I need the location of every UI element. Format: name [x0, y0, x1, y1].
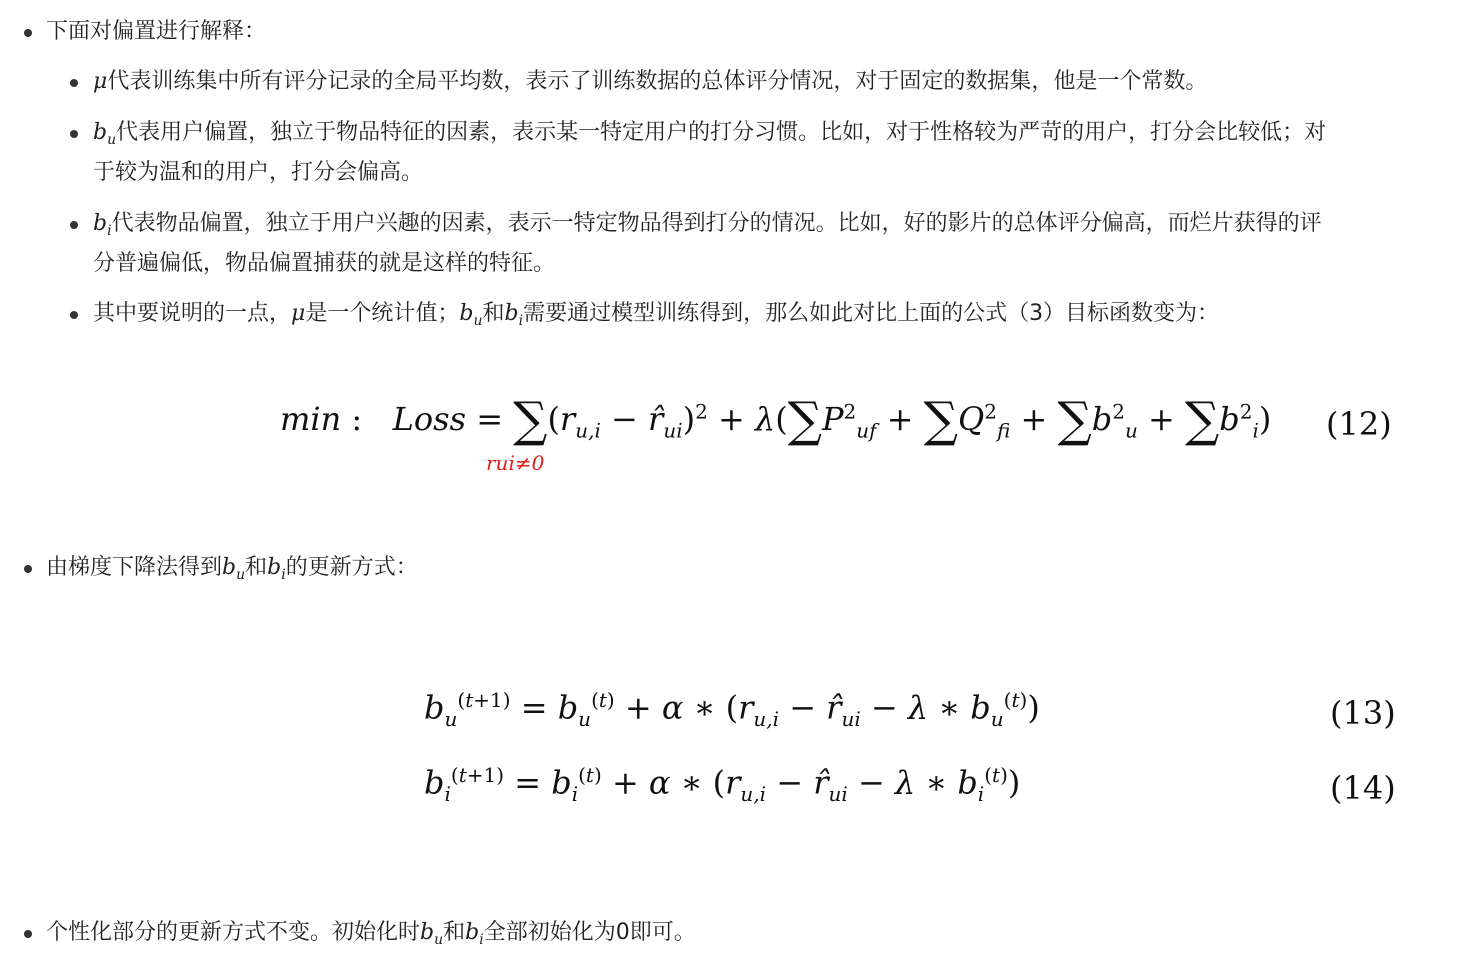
mu-symbol: μ [93, 69, 108, 94]
list-item-intro [46, 12, 266, 52]
list-item-bi-line2 [93, 244, 555, 284]
equation-13: $b_u^{(t+1)} = b_u^{(t)} + \alpha$ ∗ ($r_{u,i}$ − $r̂_{ui} - \lambda$ ∗ $b_u^{(t)}$) [424, 688, 1040, 732]
equation-number-13: (13) [1330, 694, 1396, 732]
sum-subscript: rui≠0 [486, 451, 545, 475]
equation-14: $b_i^{(t+1)} = b_i^{(t)} + \alpha$ ∗ ($r_{u,i}$ − $r̂_{ui} - \lambda$ ∗ $b_i^{(t)}$) [424, 763, 1021, 807]
equation-number-12: (12) [1326, 405, 1392, 443]
bu-symbol: b [93, 120, 108, 145]
list-item-gradient: 由梯度下降法得到$b_u$和$b_i$的更新方式： [46, 555, 418, 583]
list-item-personalization: 个性化部分的更新方式不变。初始化时$b_u$和$b_i$全部初始化为0即可。 [46, 920, 696, 948]
bullet-icon [24, 930, 32, 938]
bullet-icon [70, 79, 78, 87]
intro-text: 下面对偏置进行解释： [46, 19, 267, 44]
list-item-mu [93, 62, 1207, 102]
list-item-bu: $b_u$代表用户偏置，独立于物品特征的因素，表示某一特定用户的打分习惯。比如，对于性格较为严苛的用户，打分会比较低；对 [93, 120, 1327, 148]
bi-text-line1: 代表物品偏置，独立于用户兴趣的因素，表示一特定物品得到打分的情况。比如，好的影片的总体评分偏高，而烂片获得的评 [111, 211, 1322, 236]
bullet-icon [70, 130, 78, 138]
bullet-icon [70, 221, 78, 229]
bi-symbol: b [93, 211, 108, 236]
mu-text: 代表训练集中所有评分记录的全局平均数，表示了训练数据的总体评分情况，对于固定的数据集，他是一个常数。 [107, 69, 1208, 94]
equation-number-14: (14) [1330, 769, 1396, 807]
equation-12: min : Loss = $\sum(r_{u,i}$ − $r̂_{ui})^2 + \lambda(\sum P^2_{uf} + \sum Q^2_{fi} + \sum b^2_u + \sum b^2_i)$ [280, 392, 1272, 448]
list-item-bu-line2 [93, 153, 423, 193]
bi-text-line2: 分普遍偏低，物品偏置捕获的就是这样的特征。 [93, 251, 556, 276]
list-item-bi: $b_i$代表物品偏置，独立于用户兴趣的因素，表示一特定物品得到打分的情况。比如，好的影片的总体评分偏高，而烂片获得的评 [93, 211, 1322, 239]
bu-text-line1: 代表用户偏置，独立于物品特征的因素，表示某一特定用户的打分习惯。比如，对于性格较为严苛的用户，打分会比较低；对 [116, 120, 1327, 145]
bullet-icon [24, 29, 32, 37]
bullet-icon [24, 565, 32, 573]
list-item-note: 其中要说明的一点，μ是一个统计值；$b_u$和$b_i$需要通过模型训练得到，那么如此对比上面的公式（3）目标函数变为： [93, 301, 1220, 329]
bu-text-line2: 于较为温和的用户，打分会偏高。 [93, 160, 424, 185]
bullet-icon [70, 311, 78, 319]
